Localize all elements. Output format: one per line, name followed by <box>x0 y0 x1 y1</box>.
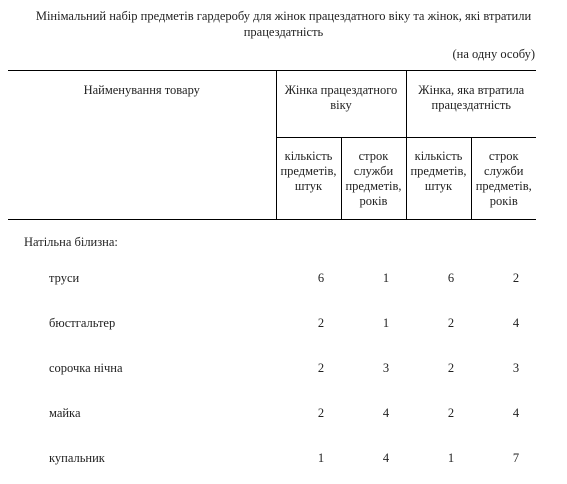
row-quantity-working: 2 <box>317 361 325 375</box>
header-lifetime-working: строк служби предметів, років <box>341 138 406 220</box>
row-quantity-working: 2 <box>317 316 325 330</box>
row-lifetime-working: 4 <box>382 451 390 465</box>
row-item-name: труси <box>49 271 80 285</box>
row-lifetime-disabled: 4 <box>512 316 520 330</box>
row-quantity-disabled: 2 <box>447 316 455 330</box>
row-item-name: майка <box>49 406 81 420</box>
row-quantity-disabled: 2 <box>447 361 455 375</box>
table-row <box>0 271 567 287</box>
row-lifetime-disabled: 7 <box>512 451 520 465</box>
table-row <box>0 316 567 332</box>
row-lifetime-disabled: 3 <box>512 361 520 375</box>
row-item-name: бюстгальтер <box>49 316 116 330</box>
row-item-name: сорочка нічна <box>49 361 123 375</box>
row-quantity-disabled: 2 <box>447 406 455 420</box>
header-group-working-age: Жінка працездатного віку <box>276 71 406 138</box>
header-lifetime-disabled: строк служби предметів, років <box>471 138 536 220</box>
row-item-name: купальник <box>49 451 105 465</box>
row-quantity-working: 6 <box>317 271 325 285</box>
table-row <box>0 361 567 377</box>
table-row <box>0 406 567 422</box>
row-quantity-working: 1 <box>317 451 325 465</box>
per-person-note: (на одну особу) <box>452 47 535 61</box>
wardrobe-table-header <box>8 70 536 220</box>
row-lifetime-working: 3 <box>382 361 390 375</box>
document-title: Мінімальний набір предметів гардеробу для жінок працездатного віку та жінок, які втратили працездатність <box>35 9 532 39</box>
row-lifetime-working: 1 <box>382 316 390 330</box>
row-lifetime-working: 1 <box>382 271 390 285</box>
table-row <box>0 451 567 467</box>
row-lifetime-disabled: 4 <box>512 406 520 420</box>
header-quantity-disabled: кількість предметів, штук <box>406 138 471 220</box>
row-quantity-disabled: 6 <box>447 271 455 285</box>
section-underwear: Натільна білизна: <box>24 235 118 249</box>
row-quantity-disabled: 1 <box>447 451 455 465</box>
header-quantity-working: кількість предметів, штук <box>276 138 341 220</box>
row-lifetime-disabled: 2 <box>512 271 520 285</box>
row-lifetime-working: 4 <box>382 406 390 420</box>
header-item-name: Найменування товару <box>8 71 276 220</box>
header-group-disabled: Жінка, яка втратила працездатність <box>406 71 536 138</box>
row-quantity-working: 2 <box>317 406 325 420</box>
